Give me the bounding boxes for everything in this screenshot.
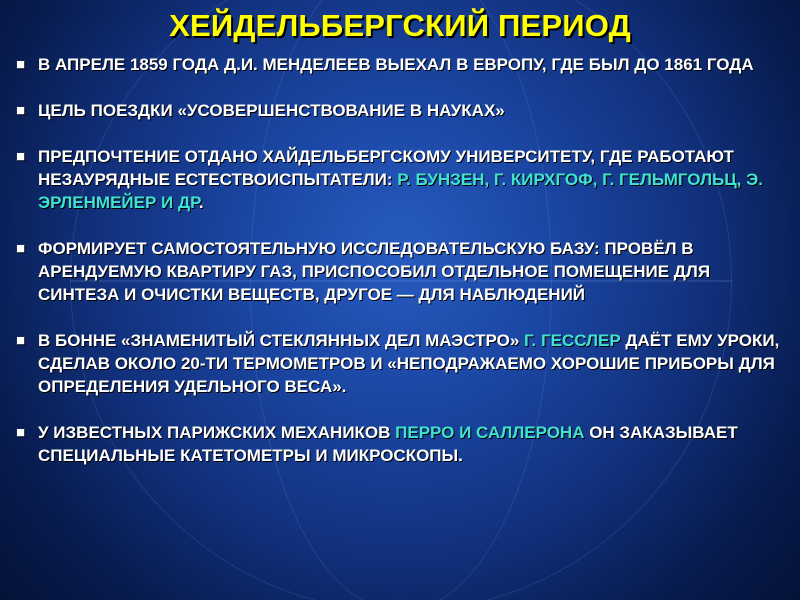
highlighted-master-name: Г. ГЕССЛЕР bbox=[524, 331, 621, 350]
bullet-text-segment: . bbox=[198, 193, 204, 212]
bullet-text bbox=[38, 329, 786, 398]
square-bullet-icon: ■ bbox=[16, 332, 26, 349]
bullet-text bbox=[38, 145, 786, 214]
bullet-item-5 bbox=[16, 329, 786, 398]
bullet-text bbox=[38, 99, 786, 122]
highlighted-mechanics-names: ПЕРРО И САЛЛЕРОНА bbox=[395, 423, 585, 442]
bullet-text-segment: ФОРМИРУЕТ САМОСТОЯТЕЛЬНУЮ ИССЛЕДОВАТЕЛЬСКУЮ БАЗУ: ПРОВЁЛ В АРЕНДУЕМУЮ КВАРТИРУ ГАЗ, ПРИСПОСОБИЛ ОТДЕЛЬНОЕ ПОМЕЩЕНИЕ ДЛЯ СИНТЕЗА И ОЧИСТКИ ВЕЩЕСТВ, ДРУГОЕ — ДЛЯ НАБЛЮДЕНИЙ bbox=[38, 239, 711, 304]
bullet-item-4 bbox=[16, 237, 786, 306]
bullet-text-segment: В БОННЕ «ЗНАМЕНИТЫЙ СТЕКЛЯННЫХ ДЕЛ МАЭСТРО» bbox=[38, 331, 525, 350]
bullet-text-segment: ОН ЗАКАЗЫВАЕТ СПЕЦИАЛЬНЫЕ КАТЕТОМЕТРЫ И МИКРОСКОПЫ. bbox=[38, 423, 738, 465]
bullet-text-segment: ДАЁТ ЕМУ УРОКИ, СДЕЛАВ ОКОЛО 20-ТИ ТЕРМОМЕТРОВ И «НЕПОДРАЖАЕМО ХОРОШИЕ ПРИБОРЫ ДЛЯ ОПРЕДЕЛЕНИЯ УДЕЛЬНОГО ВЕСА». bbox=[38, 331, 780, 396]
square-bullet-icon: ■ bbox=[16, 148, 26, 165]
bullet-text-segment: У ИЗВЕСТНЫХ ПАРИЖСКИХ МЕХАНИКОВ bbox=[38, 423, 396, 442]
bullet-text-segment: ЦЕЛЬ ПОЕЗДКИ «УСОВЕРШЕНСТВОВАНИЕ В НАУКАХ» bbox=[38, 101, 505, 120]
square-bullet-icon: ■ bbox=[16, 102, 26, 119]
bullet-text-segment: ПРЕДПОЧТЕНИЕ ОТДАНО ХАЙДЕЛЬБЕРГСКОМУ УНИВЕРСИТЕТУ, ГДЕ РАБОТАЮТ НЕЗАУРЯДНЫЕ ЕСТЕСТВОИСПЫТАТЕЛИ: bbox=[38, 147, 734, 189]
bullet-text bbox=[38, 421, 786, 467]
bullet-item-6 bbox=[16, 421, 786, 467]
bullet-list bbox=[16, 53, 786, 467]
bullet-item-3 bbox=[16, 145, 786, 214]
slide-title: ХЕЙДЕЛЬБЕРГСКИЙ ПЕРИОД bbox=[169, 8, 631, 43]
square-bullet-icon: ■ bbox=[16, 424, 26, 441]
bullet-text bbox=[38, 237, 786, 306]
bullet-text-segment: В АПРЕЛЕ 1859 ГОДА Д.И. МЕНДЕЛЕЕВ ВЫЕХАЛ В ЕВРОПУ, ГДЕ БЫЛ ДО 1861 ГОДА bbox=[38, 55, 754, 74]
highlighted-scientist-names: Р. БУНЗЕН, Г. КИРХГОФ, Г. ГЕЛЬМГОЛЬЦ, Э. ЭРЛЕНМЕЙЕР И ДР bbox=[38, 170, 763, 212]
bullet-item-2 bbox=[16, 99, 786, 122]
bullet-item-1 bbox=[16, 53, 786, 76]
bullet-text bbox=[38, 53, 786, 76]
square-bullet-icon: ■ bbox=[16, 56, 26, 73]
square-bullet-icon: ■ bbox=[16, 240, 26, 257]
